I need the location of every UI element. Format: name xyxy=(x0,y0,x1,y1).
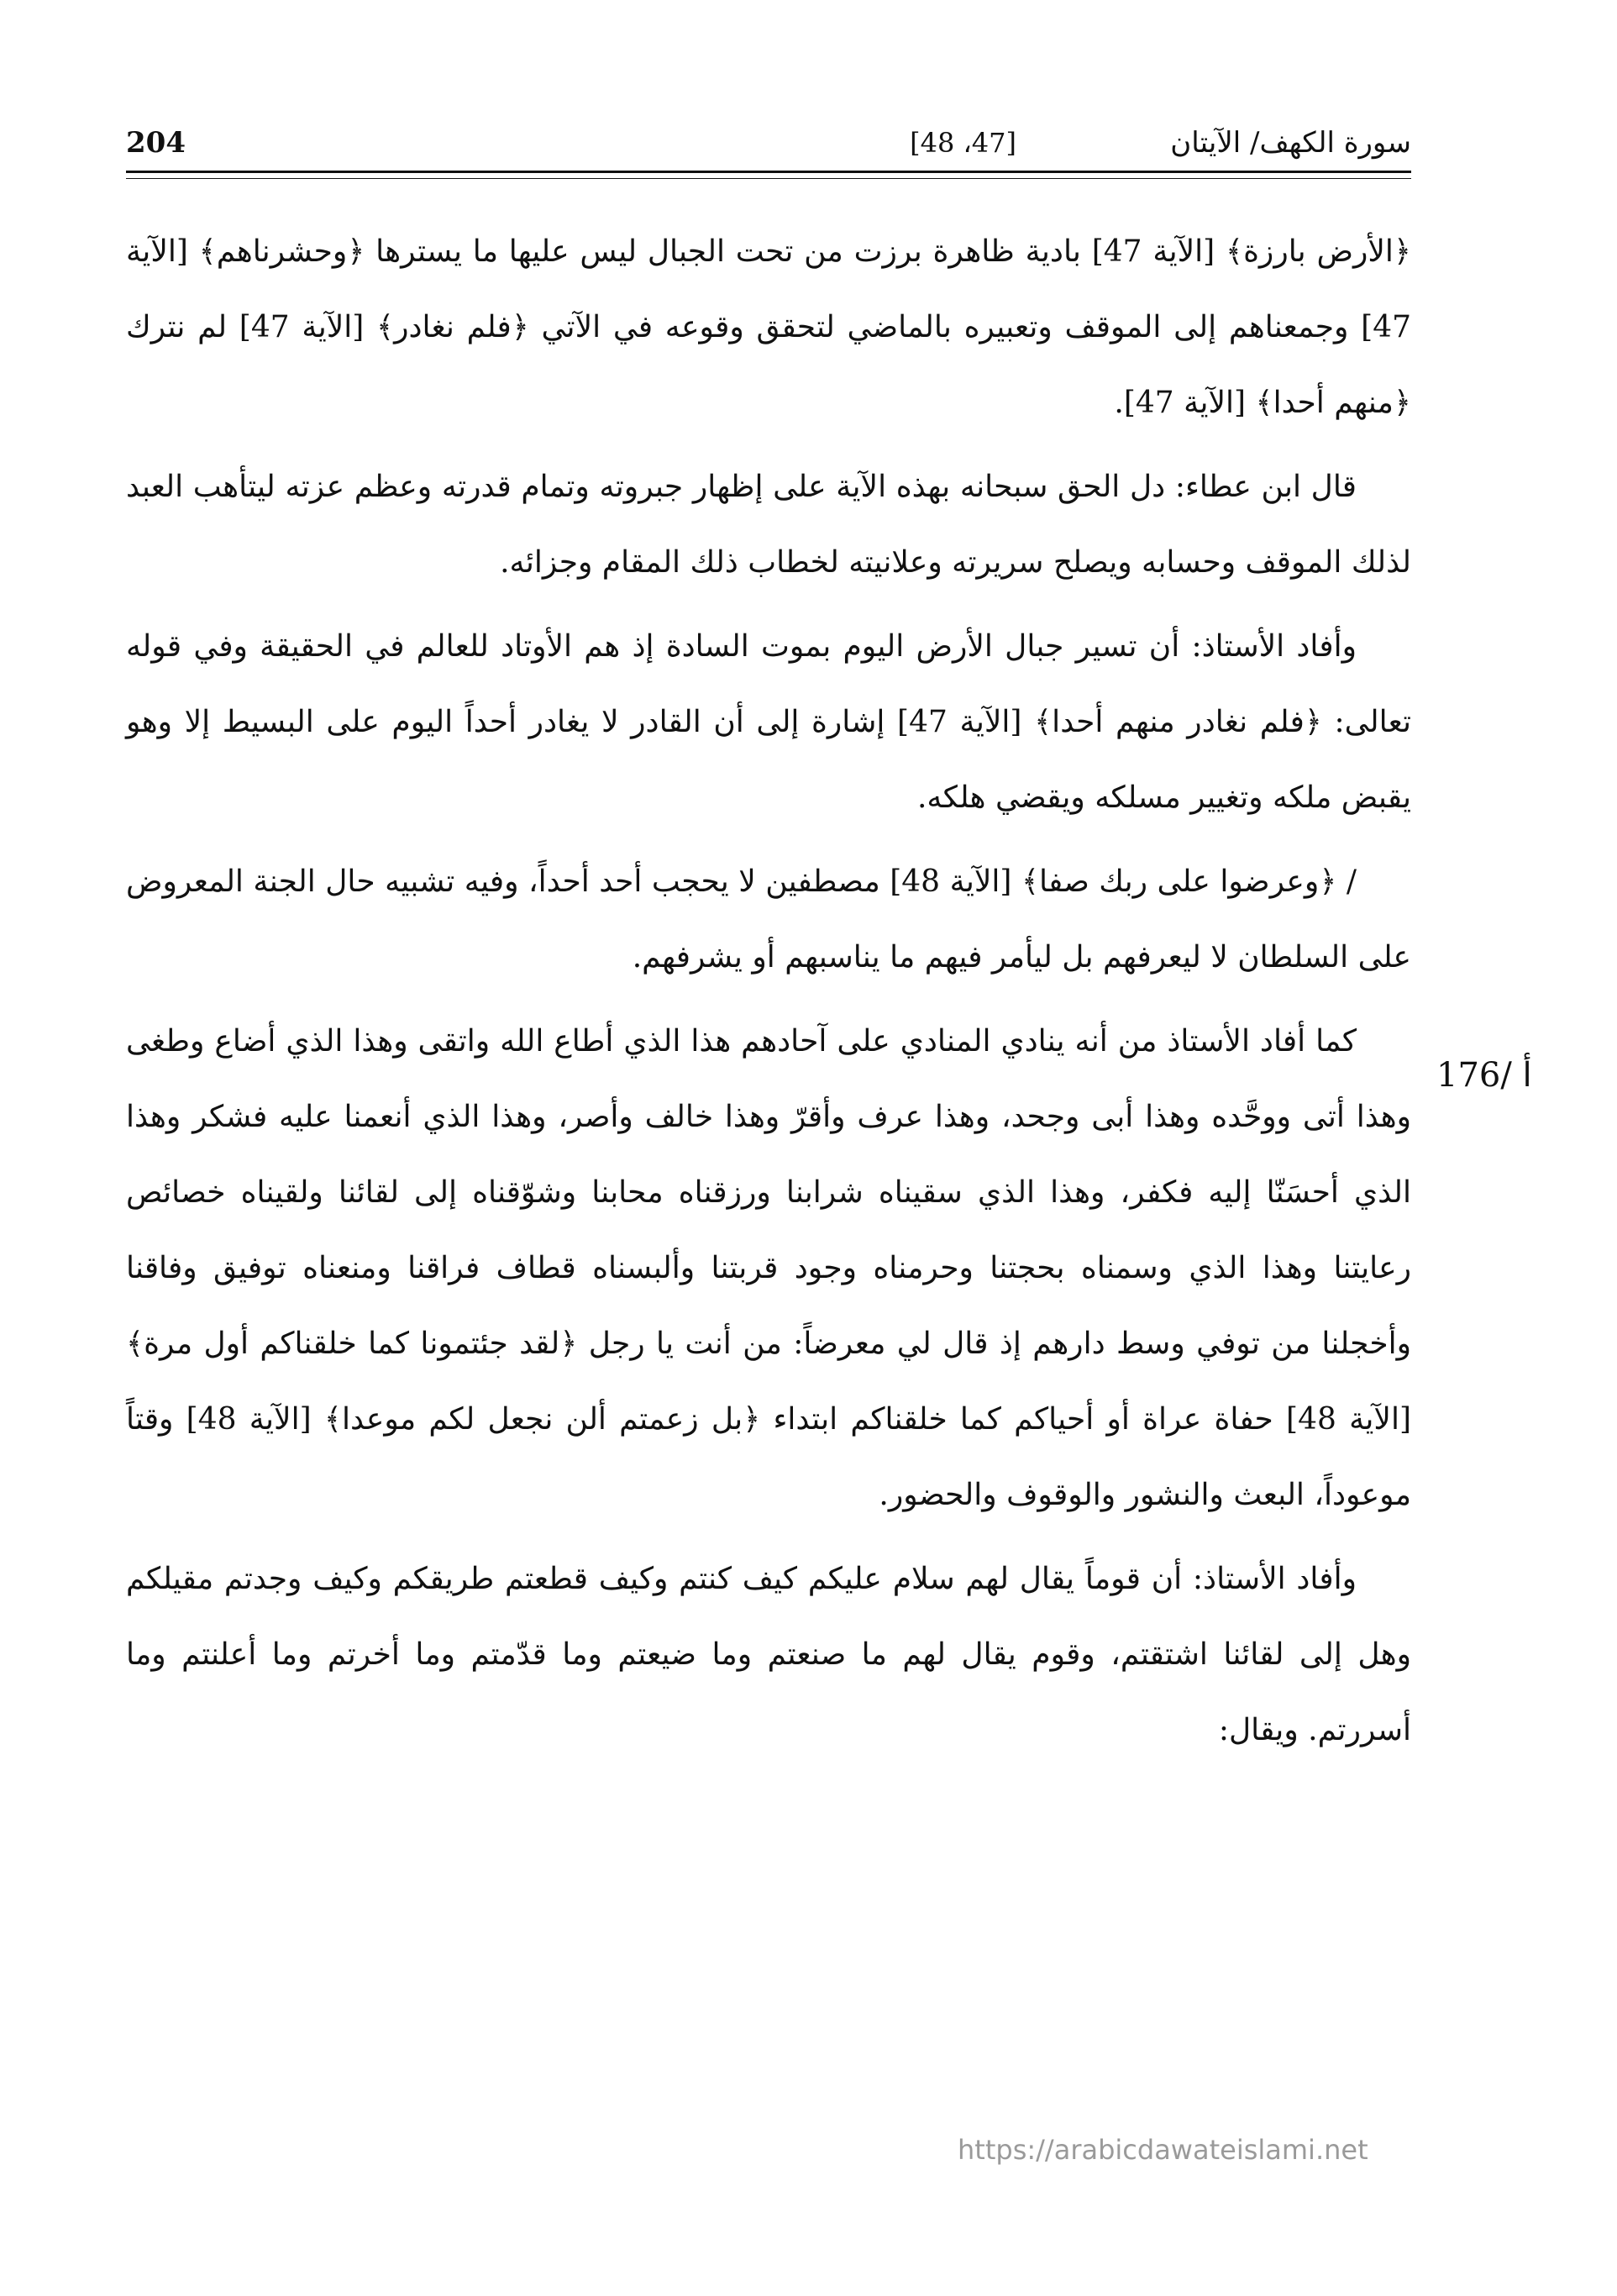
header-title: سورة الكهف/ الآيتان xyxy=(1170,126,1411,160)
paragraph-ustadh-greeting: وأفاد الأستاذ: أن قوماً يقال لهم سلام عليكم كيف كنتم وكيف قطعتم طريقكم وكيف وجدتم مقيلكم وهل إلى لقائنا اشتقتم، وقوم يقال لهم ما صنعتم وما ضيعتم وما قدّمتم وما أخرتم وما أعلنتم وما أسررتم. ويقال: xyxy=(126,1562,1411,1747)
paragraph-ustadh-mountains: وأفاد الأستاذ: أن تسير جبال الأرض اليوم بموت السادة إذ هم الأوتاد للعالم في الحقيقة وفي قوله تعالى: ﴿فلم نغادر منهم أحدا﴾ [الآية 47] إشارة إلى أن القادر لا يغادر أحداً اليوم على البسيط إلا وهو يقبض ملكه وتغيير مسلكه ويقضي هلكه. xyxy=(126,629,1411,815)
website-watermark: https://arabicdawateislami.net xyxy=(958,2134,1368,2166)
header-verse-refs: [47، 48] xyxy=(910,127,1016,159)
paragraph-ustadh-caller: كما أفاد الأستاذ من أنه ينادي المنادي على آحادهم هذا الذي أطاع الله واتقى وهذا الذي أضاع وطغى وهذا أتى ووحَّده وهذا أبى وجحد، وهذا عرف وأقرّ وهذا خالف وأصر، وهذا الذي أنعمنا عليه فشكر وهذا الذي أحسَنّا إليه فكفر، وهذا الذي سقيناه شرابنا ورزقناه محابنا وشوّقناه إلى لقائنا ولقيناه خصائص رعايتنا وهذا الذي وسمناه بحجتنا وحرمناه وجود قربتنا وألبسناه قطاف فراقنا ومنعناه توفيق وفاقنا وأخجلنا من توفي وسط دارهم إذ قال لي معرضاً: من أنت يا رجل ﴿لقد جئتمونا كما خلقناكم أول مرة﴾ [الآية 48] حفاة عراة أو أحياكم كما خلقناكم ابتداء ﴿بل زعمتم ألن نجعل لكم موعدا﴾ [الآية 48] وقتاً موعوداً، البعث والنشور والوقوف والحضور. xyxy=(126,1024,1412,1512)
header-rule-thin xyxy=(126,178,1411,179)
manuscript-folio-marker: 176/ أ xyxy=(1436,1056,1532,1095)
paragraph-verse-explanation: ﴿الأرض بارزة﴾ [الآية 47] بادية ظاهرة برزت من تحت الجبال ليس عليها ما يسترها ﴿وحشرناهم﴾ [الآية 47] وجمعناهم إلى الموقف وتعبيره بالماضي لتحقق وقوعه في الآتي ﴿فلم نغادر﴾ [الآية 47] لم نترك ﴿منهم أحدا﴾ [الآية 47]. xyxy=(126,234,1411,420)
page-number: 204 xyxy=(126,126,186,160)
header-rule-thick xyxy=(126,171,1411,173)
body-text xyxy=(126,214,1411,1777)
paragraph-verse-48: / ﴿وعرضوا على ربك صفا﴾ [الآية 48] مصطفين لا يحجب أحد أحداً، وفيه تشبيه حال الجنة المعروض على السلطان لا ليعرفهم بل ليأمر فيهم ما يناسبهم أو يشرفهم. xyxy=(126,864,1411,975)
running-header xyxy=(126,118,1411,176)
paragraph-ibn-ata: قال ابن عطاء: دل الحق سبحانه بهذه الآية على إظهار جبروته وتمام قدرته وعظم عزته ليتأهب العبد لذلك الموقف وحسابه ويصلح سريرته وعلانيته لخطاب ذلك المقام وجزائه. xyxy=(126,470,1411,580)
